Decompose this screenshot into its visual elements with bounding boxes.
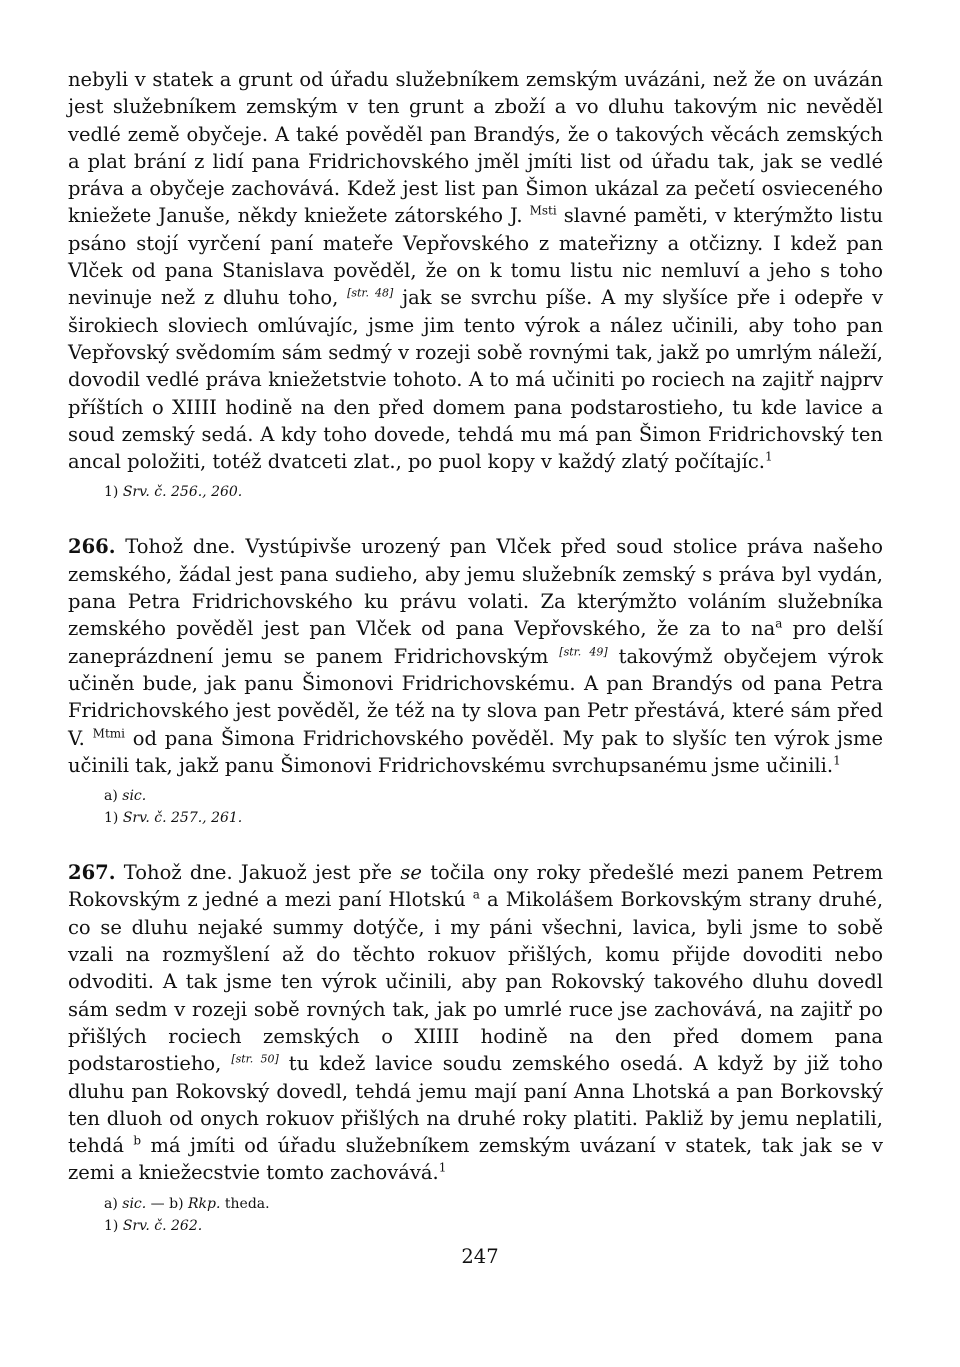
- page-number: 247: [461, 1245, 499, 1268]
- paragraph-267: [68, 859, 883, 1187]
- superscript-a: a: [775, 616, 783, 631]
- paragraph-266: [68, 533, 883, 779]
- footnote-text: Rkp.: [188, 1195, 221, 1212]
- text-run: slavné paměti, v kterýmžto listu psáno stojí vyrčení paní mateře Vepřovského z mateřizny a otčizny. I kdež pan Vlček od pana Stanislava pověděl, že on k tomu listu nic nemluví a jeho s toho nevinuje než z dluhu toho,: [68, 204, 884, 310]
- superscript-b: b: [133, 1133, 142, 1148]
- text-run: jak se svrchu píše. A my slyšíce pře i odepře v širokiech sloviech omlúvajíc, jsme jim tento výrok a nález učinili, aby toho pan Vepřovský svědomím sám sedmý v rozeji sobě rovnými tak, jakž po umrlým náleží, dovodil vedlé práva kniežetstvie tohoto. A to má učiniti po rociech na zajitř najprv příštích o XIIII hodině na den před domem pana podstarostieho, tu kde lavice a soud zemský sedá. A kdy toho dovede, tehdá mu má pan Šimon Fridrichovský ten ancal položiti, totéž dvatceti zlat., po puol kopy v každý zlatý počítajíc.: [68, 286, 883, 474]
- footnote-mark: b): [169, 1195, 184, 1212]
- entry-number: 266.: [68, 535, 116, 559]
- footnote: [104, 1215, 883, 1237]
- margin-page-ref: [str. 48]: [347, 286, 394, 300]
- text-run: takovýmž obyčejem výrok učiněn bude, jak panu Šimonovi Fridrichovskému. A pan Brandýs od pana Petra Fridrichovského jest pověděl, že též na ty slova pan Petr přestává, které sám před V.: [68, 644, 884, 750]
- margin-page-ref: [str. 50]: [231, 1052, 279, 1066]
- superscript-a: a: [472, 887, 480, 902]
- footnote-ref: 1: [833, 753, 841, 768]
- footnote: [104, 785, 883, 807]
- footnote-text: sic.: [122, 788, 147, 805]
- superscript-msti: Msti: [529, 203, 557, 218]
- footnote-separator: —: [150, 1195, 165, 1212]
- footnote-mark: 1): [104, 1217, 119, 1234]
- text-run: má jmíti od úřadu služebníkem zemským uvázaní v statek, tak jak se v zemi a kniežecstvie tomto zachovává.: [68, 1134, 884, 1185]
- entry-number: 267.: [68, 861, 116, 885]
- page-body: [68, 66, 883, 1237]
- margin-page-ref: [str. 49]: [559, 645, 608, 659]
- footnote-mark: 1): [104, 810, 119, 827]
- footnote-text: Srv. č. 256., 260.: [122, 484, 243, 501]
- text-run: točila ony roky předešlé mezi panem Petrem Rokovským z jedné a mezi paní Hlotskú: [68, 861, 884, 912]
- text-run: pro delší zaneprázdnení jemu se panem Fridrichovským: [68, 617, 883, 668]
- text-run: nebyli v statek a grunt od úřadu služebníkem zemským uvázáni, než že on uvázán jest služebníkem zemským v ten grunt a zboží a vo dluhu takovým nic nevěděl vedlé země obyčeje. A také pověděl pan Brandýs, že o takových věcách zemských a plat brání z lidí pana Fridrichovského jměl jmíti list od úřadu tak, jak se vedlé práva a obyčeje zachovává. Kdež jest list pan Šimon ukázal za pečetí osvieceného kniežete Januše, někdy kniežete zátorského J.: [68, 68, 883, 228]
- footnote-mark: a): [104, 788, 118, 805]
- footnote-text: sic.: [122, 1195, 147, 1212]
- footnote-ref: 1: [438, 1160, 447, 1175]
- text-run: Tohož dne. Vystúpivše urozený pan Vlček před soud stolice práva našeho zemského, žádal jest pana sudieho, aby jemu služebník zemský s práva byl vydán, pana Petra Fridrichovského ku právu volati. Za kterýmžto voláním služebníka zemského pověděl jest pan Vlček od pana Vepřovského, že za to na: [68, 535, 883, 641]
- footnote-mark: 1): [104, 484, 119, 501]
- footnote: [104, 481, 883, 503]
- footnote-ref: 1: [764, 449, 773, 464]
- footnote-text: theda.: [224, 1195, 270, 1212]
- footnote: [104, 1193, 883, 1215]
- footnote-text: Srv. č. 262.: [122, 1217, 203, 1234]
- footnote-text: Srv. č. 257., 261.: [122, 810, 243, 827]
- text-run: tu kdež lavice soudu zemského osedá. A když by již toho dluhu pan Rokovský dovedl, tehdá jemu mají paní Anna Lhotská a pan Borkovský ten dluoh od onych rokuov přišlých na druhé roky platiti. Pakliž by jemu neplatili, tehdá: [68, 1052, 883, 1158]
- text-run: od pana Šimona Fridrichovského pověděl. My pak to slyšíc ten výrok jsme učinili tak, jakž panu Šimonovi Fridrichovskému svrchupsanému jsme učinili.: [68, 726, 884, 777]
- footnote: [104, 807, 883, 829]
- text-run: a Mikolášem Borkovským strany druhé, co se dluhu nejaké summy dotýče, i my páni všechni, lavica, byli jsme to sobě vzali na rozmyšlení až do těchto rokuov přišlých, komu přijde dovoditi nebo odvoditi. A tak jsme ten výrok učinili, aby pan Rokovský takového dluhu dovedl sám sedm v rozeji sobě rovných tak, jak po umrlé ruce jse zachovává, na zajitř po přišlých rociech zemských o XIIII hodině na den před domem pana podstarostieho,: [68, 888, 884, 1076]
- superscript-mtmi: Mtmi: [92, 726, 125, 741]
- text-italic: se: [400, 861, 422, 885]
- footnote-mark: a): [104, 1195, 118, 1212]
- text-run: Tohož dne. Jakuož jest pře: [123, 861, 393, 885]
- paragraph-265-continuation: [68, 66, 883, 475]
